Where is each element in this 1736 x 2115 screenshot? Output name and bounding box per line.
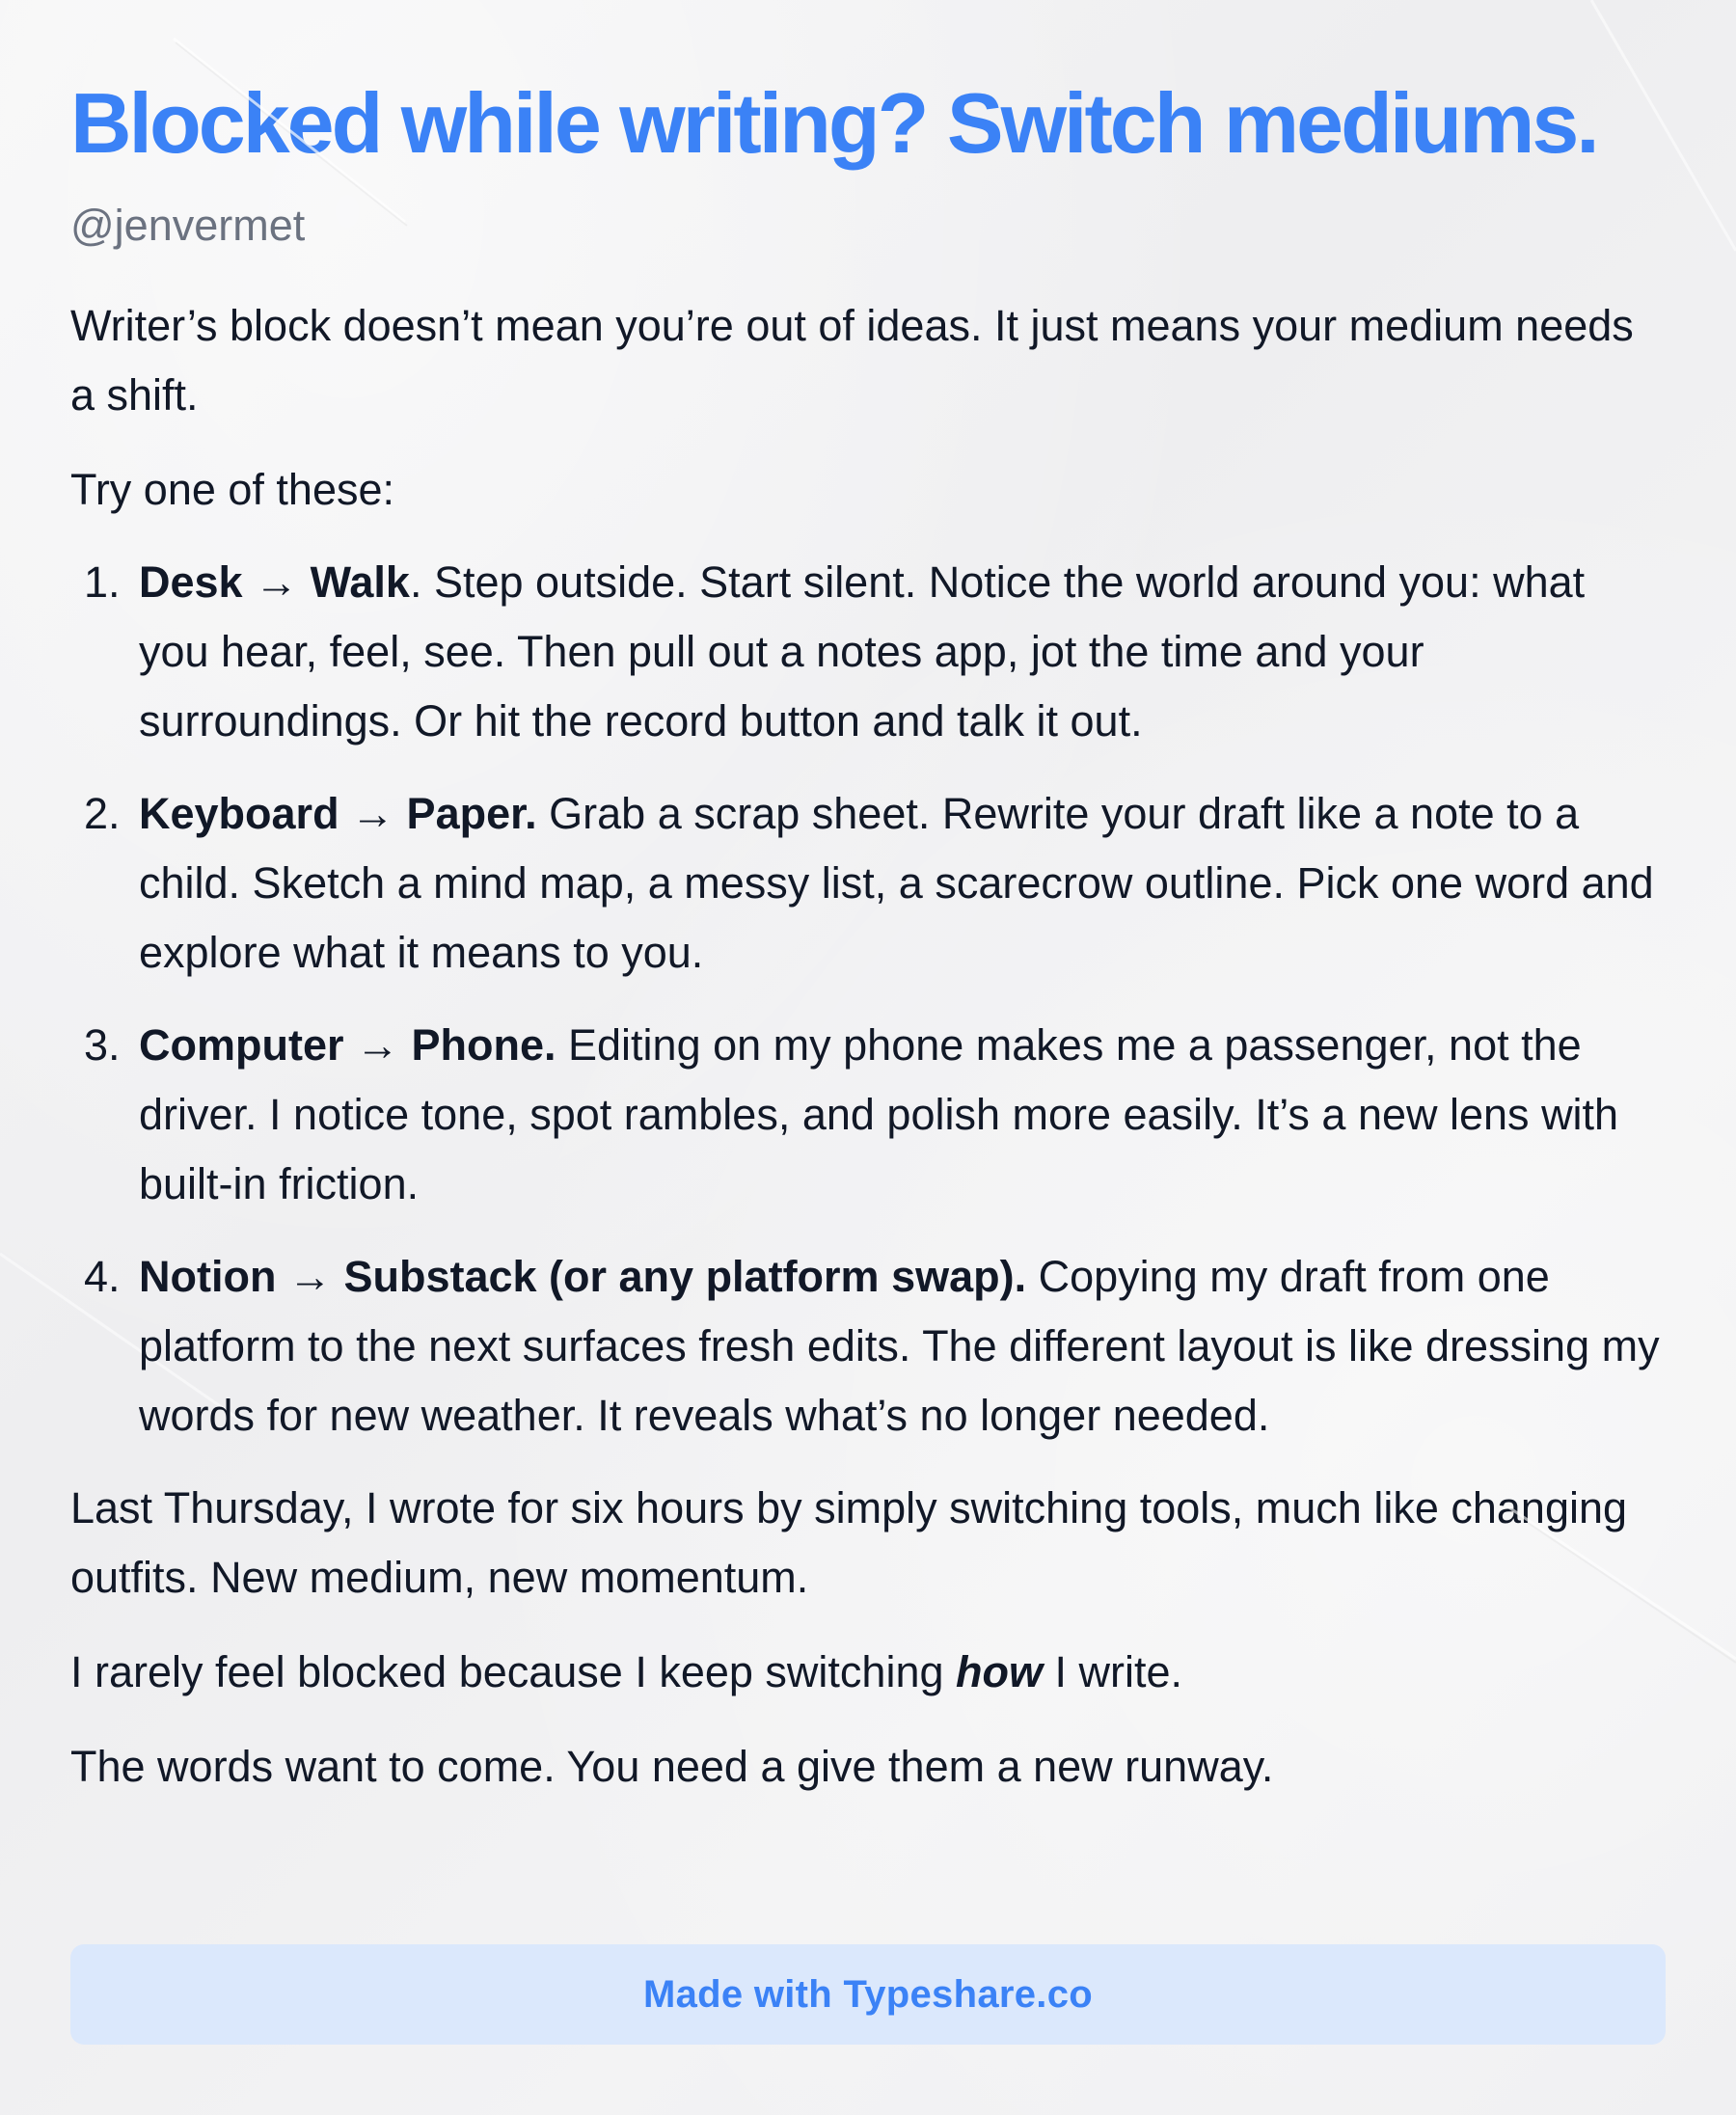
rarely-paragraph bbox=[70, 1638, 1666, 1707]
list-number: 4. bbox=[84, 1252, 121, 1301]
closing-paragraph: The words want to come. You need a give them a new runway. bbox=[70, 1742, 1274, 1791]
list-item bbox=[70, 1011, 1666, 1219]
list-item-heading: Desk → Walk bbox=[139, 557, 410, 607]
typeshare-footer-banner[interactable] bbox=[70, 1944, 1666, 2045]
last-thursday-paragraph: Last Thursday, I wrote for six hours by simply switching tools, much like changing outfits. New medium, new momentum. bbox=[70, 1483, 1628, 1602]
rarely-before: I rarely feel blocked because I keep switching bbox=[70, 1647, 956, 1696]
intro-paragraph: Writer’s block doesn’t mean you’re out of ideas. It just means your medium needs a shift. bbox=[70, 301, 1634, 420]
list-item-body: Grab a scrap sheet. Rewrite your draft like a note to a child. Sketch a mind map, a messy list, a scarecrow outline. Pick one word and explore what it means to you. bbox=[139, 789, 1654, 977]
rarely-after: I write. bbox=[1042, 1647, 1183, 1696]
list-item-body: Step outside. Start silent. Notice the world around you: what you hear, feel, see. Then pull out a notes app, jot the time and your surroundings. Or hit the record button and talk it out. bbox=[139, 557, 1586, 746]
list-item bbox=[70, 779, 1666, 988]
list-number: 3. bbox=[84, 1020, 121, 1070]
list-item-body: Editing on my phone makes me a passenger, not the driver. I notice tone, spot rambles, and polish more easily. It’s a new lens with built-in friction. bbox=[139, 1020, 1619, 1208]
list-item bbox=[70, 1242, 1666, 1451]
footer-label[interactable]: Made with Typeshare.co bbox=[643, 1972, 1093, 2016]
page-title: Blocked while writing? Switch mediums. bbox=[70, 75, 1597, 171]
list-item-heading: Notion → Substack (or any platform swap). bbox=[139, 1252, 1027, 1301]
list-item-punct: . bbox=[409, 557, 422, 607]
list-number: 1. bbox=[84, 557, 121, 607]
list-item-heading: Computer → Phone. bbox=[139, 1020, 556, 1070]
list-number: 2. bbox=[84, 789, 121, 838]
list-item-body: Copying my draft from one platform to the next surfaces fresh edits. The different layout is like dressing my words for new weather. It reveals what’s no longer needed. bbox=[139, 1252, 1660, 1440]
try-line: Try one of these: bbox=[70, 465, 395, 514]
rarely-emphasis: how bbox=[956, 1647, 1043, 1696]
list-item bbox=[70, 548, 1666, 756]
author-handle: @jenvermet bbox=[70, 201, 306, 250]
tips-list bbox=[70, 548, 1666, 1451]
list-item-heading: Keyboard → Paper. bbox=[139, 789, 537, 838]
